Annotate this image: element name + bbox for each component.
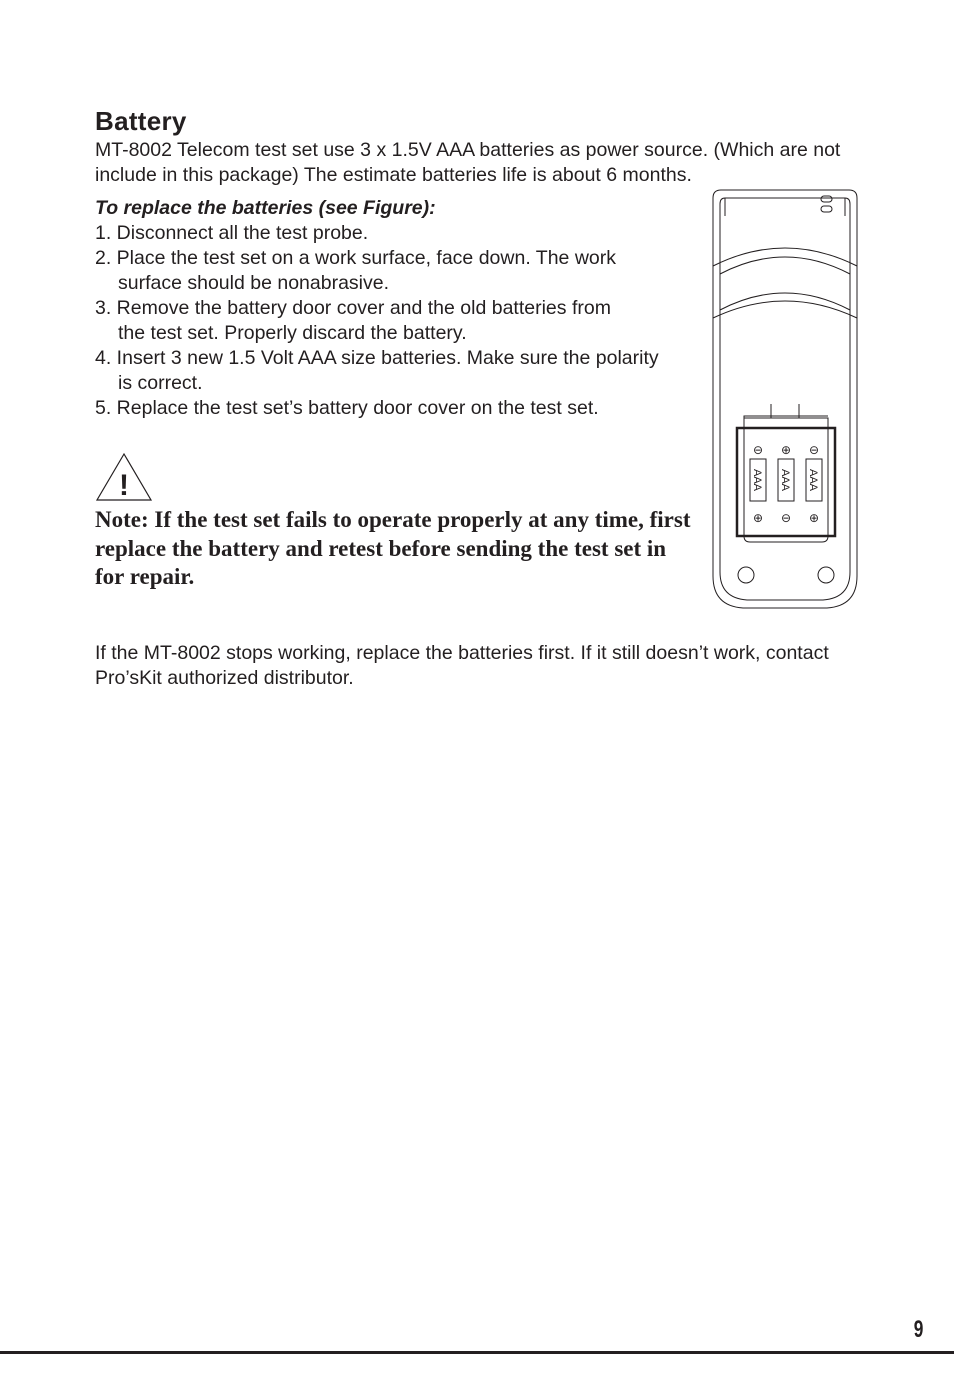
step-4-cont: is correct. [118, 372, 203, 394]
section-title: Battery [95, 106, 187, 136]
footer-rule [0, 1351, 954, 1354]
cell-1-bottom-symbol: ⊕ [752, 511, 764, 525]
step-2-cont: surface should be nonabrasive. [118, 272, 390, 294]
cell-3-label: AAA [807, 468, 819, 492]
steps-heading: To replace the batteries (see Figure): [95, 197, 436, 219]
battery-compartment-figure [709, 186, 861, 612]
warning-triangle-icon [95, 452, 153, 502]
page-number: 9 [913, 1316, 923, 1343]
repair-note: Note: If the test set fails to operate properly at any time, first replace the battery and retest before sending the test set in for repair. [95, 507, 691, 589]
step-3: 3. Remove the battery door cover and the old batteries from [95, 297, 611, 319]
step-5: 5. Replace the test set’s battery door cover on the test set. [95, 397, 599, 419]
step-4: 4. Insert 3 new 1.5 Volt AAA size batteries. Make sure the polarity [95, 347, 659, 369]
step-2: 2. Place the test set on a work surface, face down. The work [95, 247, 616, 269]
intro-paragraph: MT-8002 Telecom test set use 3 x 1.5V AAA batteries as power source. (Which are not include in this package) The estimate batteries life is about 6 months. [95, 139, 841, 186]
step-1: 1. Disconnect all the test probe. [95, 222, 369, 244]
step-3-cont: the test set. Properly discard the battery. [118, 322, 467, 344]
cell-1-top-symbol: ⊖ [752, 443, 764, 457]
cell-3-bottom-symbol: ⊕ [808, 511, 820, 525]
cell-2-top-symbol: ⊕ [780, 443, 792, 457]
cell-2-label: AAA [779, 468, 791, 492]
cell-2-bottom-symbol: ⊖ [780, 511, 792, 525]
steps-list [95, 221, 725, 421]
cell-3-top-symbol: ⊖ [808, 443, 820, 457]
cell-1-label: AAA [751, 468, 763, 492]
closing-paragraph: If the MT-8002 stops working, replace the batteries first. If it still doesn’t work, contact Pro’sKit authorized distributor. [95, 642, 829, 689]
warning-mark: ! [119, 469, 129, 502]
